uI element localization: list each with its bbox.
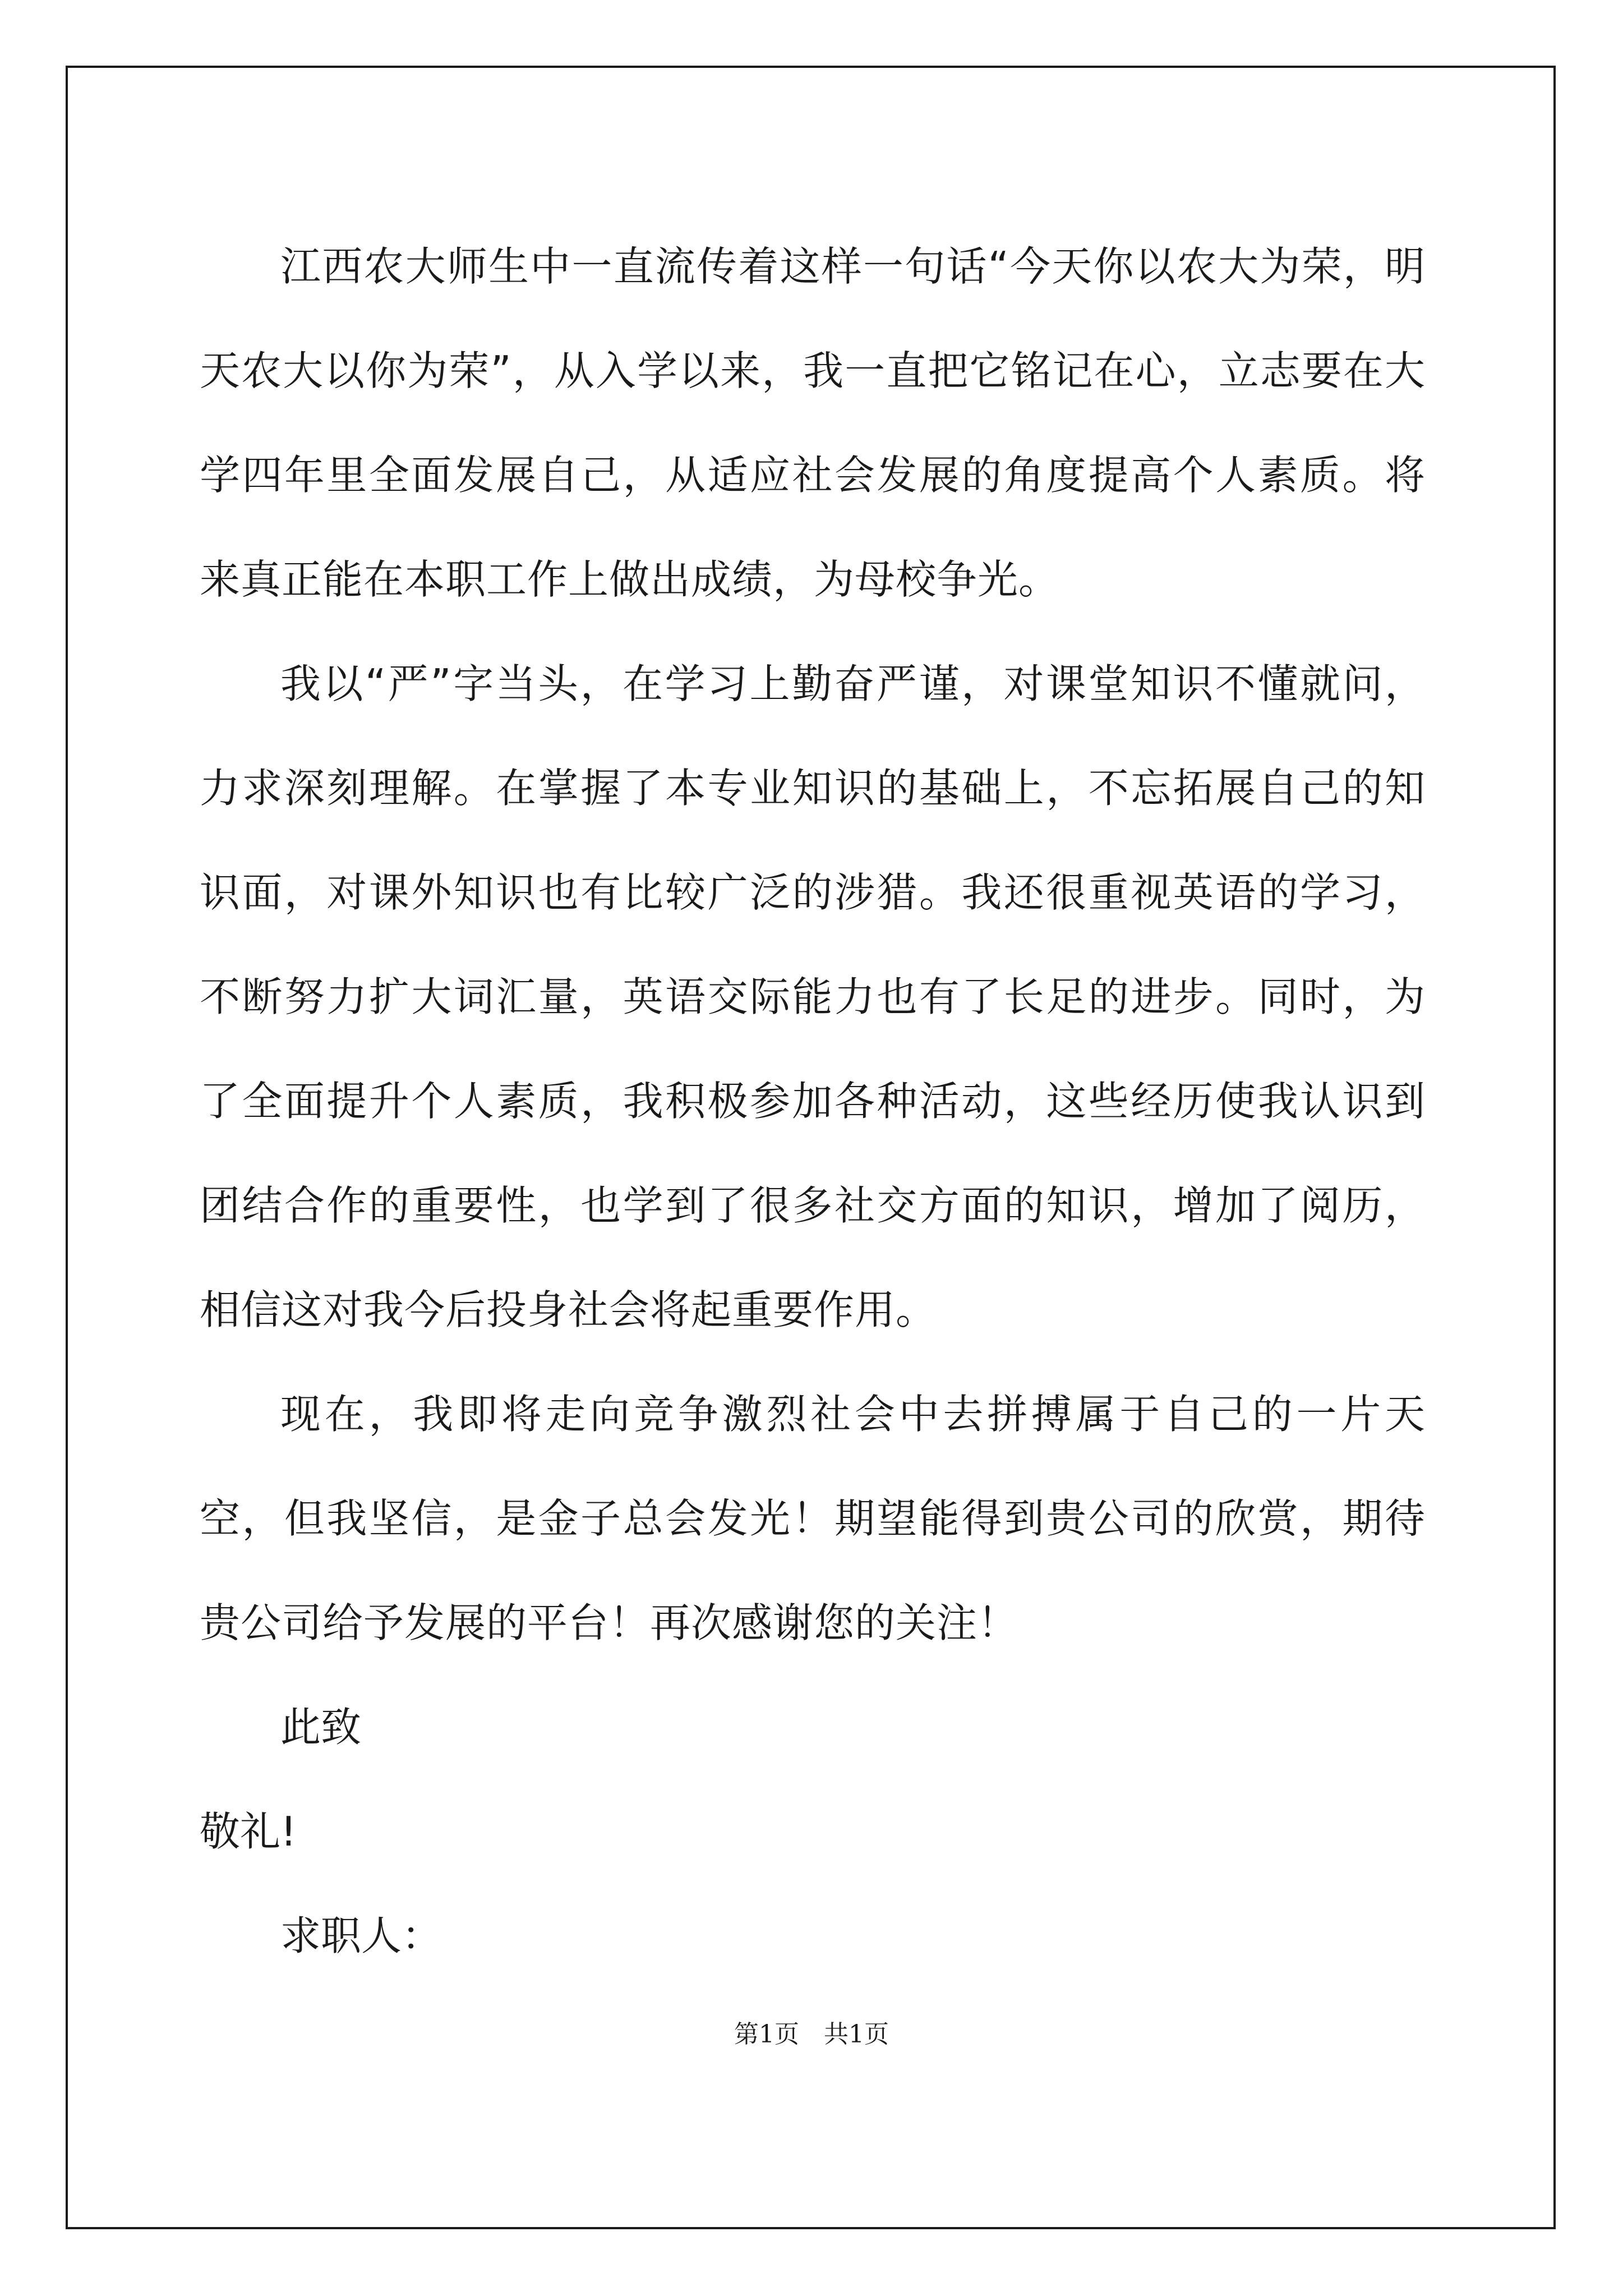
paragraph-2: 我以“严”字当头，在学习上勤奋严谨，对课堂知识不懂就问，力求深刻理解。在掌握了本专业知识的基础上，不忘拓展自己的知识面，对课外知识也有比较广泛的涉猎。我还很重视英语的学习，不断努力扩大词汇量，英语交际能力也有了长足的进步。同时，为了全面提升个人素质，我积极参加各种活动，这些经历使我认识到团结合作的重要性，也学到了很多社交方面的知识，增加了阅历，相信这对我今后投身社会将起重要作用。	[200, 660, 1426, 1333]
paragraph-1: 江西农大师生中一直流传着这样一句话“今天你以农大为荣，明天农大以你为荣”，从入学以来，我一直把它铭记在心，立志要在大学四年里全面发展自己，从适应社会发展的角度提高个人素质。将来真正能在本职工作上做出成绩，为母校争光。	[200, 243, 1426, 603]
closing-text: 此致	[280, 1704, 362, 1751]
page-number: 第1页 共1页	[734, 2020, 889, 2049]
paragraph-3: 现在，我即将走向竞争激烈社会中去拼搏属于自己的一片天空，但我坚信，是金子总会发光！期望能得到贵公司的欣赏，期待贵公司给予发展的平台！再次感谢您的关注！	[200, 1391, 1426, 1646]
salutation-text: 敬礼!	[200, 1808, 297, 1855]
letter-body	[200, 214, 1426, 1988]
signature-label: 求职人：	[280, 1912, 442, 1959]
